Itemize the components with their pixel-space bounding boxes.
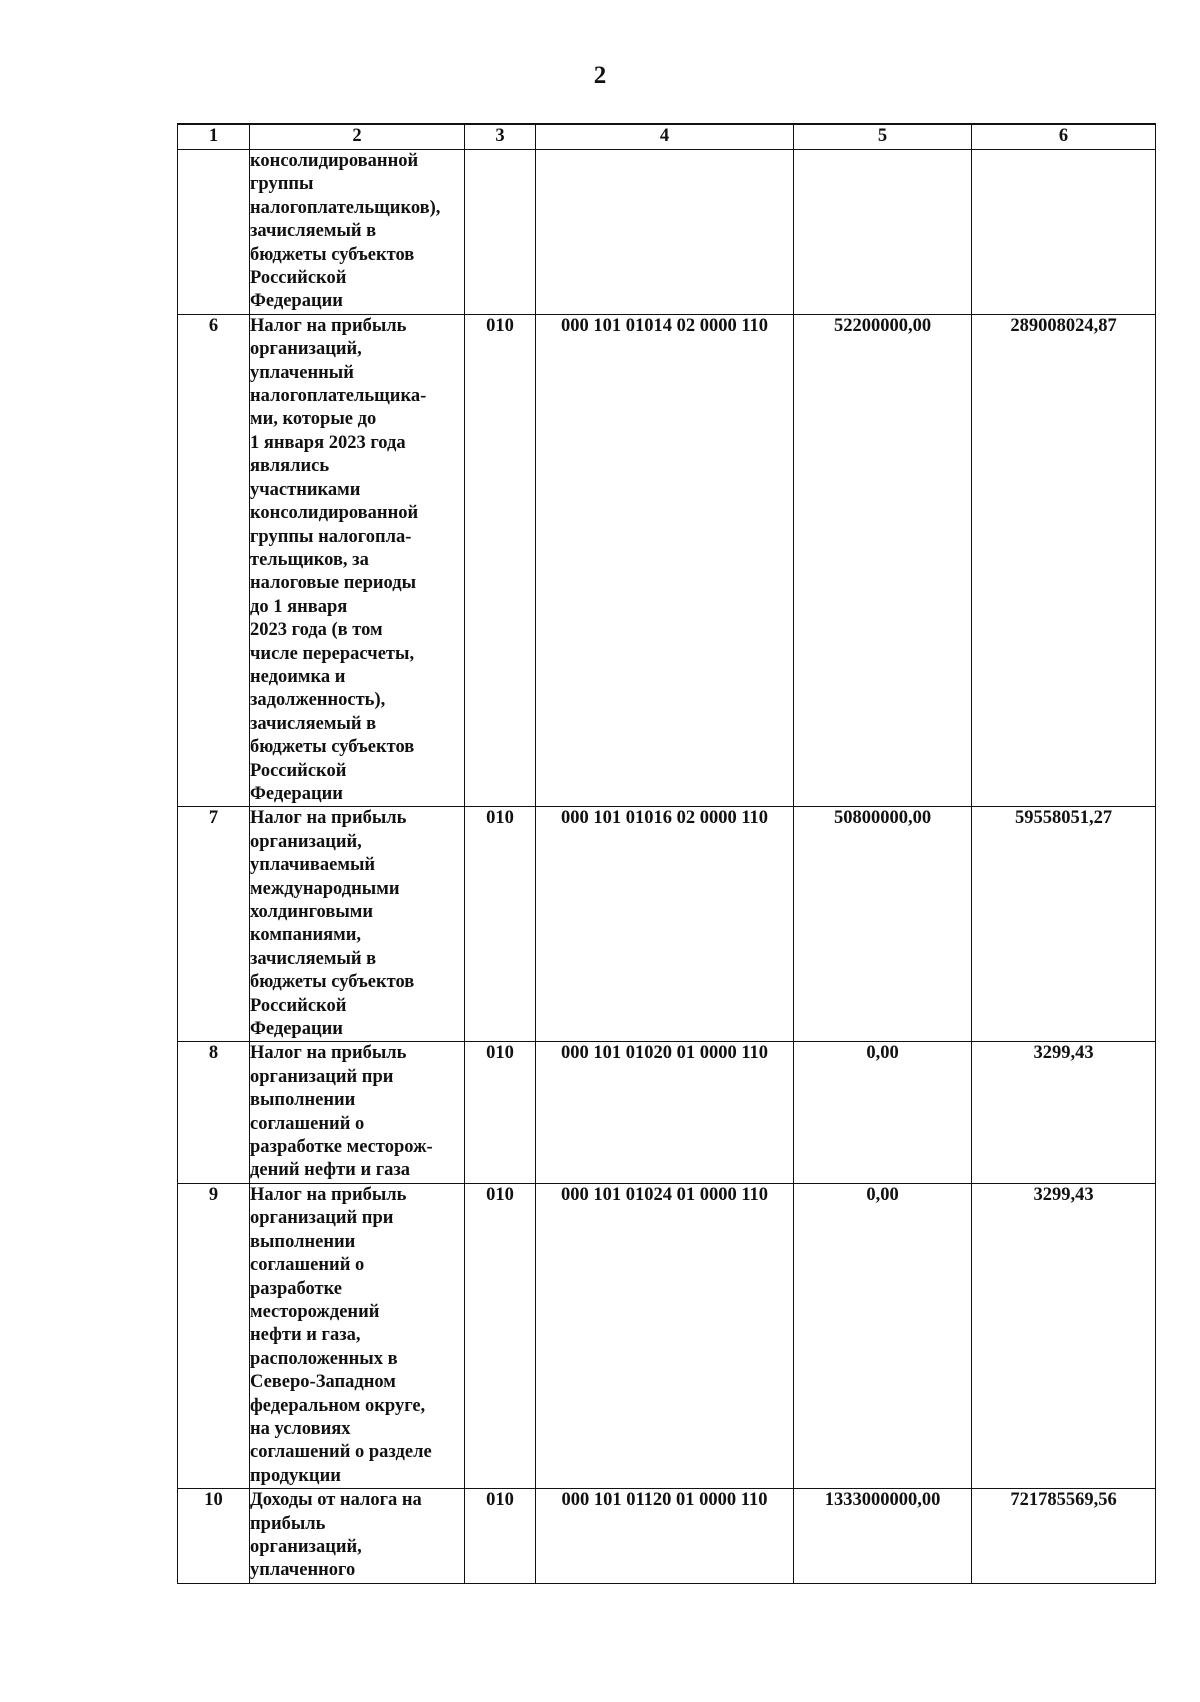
indicator-name-line: недоимка и xyxy=(250,666,346,687)
budget-classification-code-cell xyxy=(536,150,794,315)
table-body xyxy=(178,150,1156,1584)
admin-code-cell: 010 xyxy=(465,1183,536,1488)
indicator-name-cell xyxy=(250,1042,465,1183)
indicator-name-line: соглашений о xyxy=(250,1113,365,1134)
table-row xyxy=(178,314,1156,807)
indicator-name-line: соглашений о xyxy=(250,1255,365,1276)
indicator-name-line: налоговые периоды xyxy=(250,573,417,594)
indicator-name-line: 1 января 2023 года xyxy=(250,432,406,453)
executed-amount-cell: 59558051,27 xyxy=(972,807,1156,1042)
admin-code-cell: 010 xyxy=(465,807,536,1042)
executed-amount-cell: 289008024,87 xyxy=(972,314,1156,807)
admin-code-cell: 010 xyxy=(465,314,536,807)
approved-amount-cell: 52200000,00 xyxy=(794,314,972,807)
column-number-row xyxy=(178,124,1156,150)
indicator-name-line: федеральном округе, xyxy=(250,1395,426,1416)
row-number-cell: 9 xyxy=(178,1183,250,1488)
indicator-name-line: уплачиваемый xyxy=(250,855,376,876)
indicator-name-line: разработке xyxy=(250,1278,343,1299)
indicator-name-line: зачисляемый в xyxy=(250,713,377,734)
approved-amount-cell xyxy=(794,150,972,315)
budget-classification-code-cell: 000 101 01120 01 0000 110 xyxy=(536,1489,794,1584)
row-number-cell xyxy=(178,150,250,315)
executed-amount-cell: 721785569,56 xyxy=(972,1489,1156,1584)
indicator-name-line: Налог на прибыль xyxy=(250,808,407,829)
indicator-name-line: Российской xyxy=(250,268,347,289)
indicator-name-line: продукции xyxy=(250,1465,341,1486)
budget-classification-code-cell: 000 101 01014 02 0000 110 xyxy=(536,314,794,807)
indicator-name-line: Федерации xyxy=(250,1019,343,1040)
indicator-name-line: организаций, xyxy=(250,339,362,360)
column-header-1: 1 xyxy=(178,124,250,150)
table-row xyxy=(178,150,1156,315)
column-header-2: 2 xyxy=(250,124,465,150)
indicator-name-line: числе перерасчеты, xyxy=(250,643,415,664)
column-header-5: 5 xyxy=(794,124,972,150)
indicator-name-cell xyxy=(250,150,465,315)
indicator-name-line: прибыль xyxy=(250,1513,326,1534)
approved-amount-cell: 50800000,00 xyxy=(794,807,972,1042)
indicator-name-line: задолженность), xyxy=(250,690,386,711)
row-number-cell: 8 xyxy=(178,1042,250,1183)
indicator-name-line: организаций при xyxy=(250,1208,394,1229)
indicator-name-line: консолидированной xyxy=(250,503,419,524)
column-header-6: 6 xyxy=(972,124,1156,150)
indicator-name-line: уплаченного xyxy=(250,1560,356,1581)
indicator-name-line: на условиях xyxy=(250,1418,351,1439)
indicator-name-cell xyxy=(250,1183,465,1488)
indicator-name-line: бюджеты субъектов xyxy=(250,972,415,993)
indicator-name-line: организаций, xyxy=(250,831,362,852)
indicator-name-line: группы xyxy=(250,174,314,195)
row-number-cell: 7 xyxy=(178,807,250,1042)
table-row xyxy=(178,1183,1156,1488)
indicator-name-line: нефти и газа, xyxy=(250,1325,361,1346)
indicator-name-line: 2023 года (в том xyxy=(250,620,383,641)
budget-classification-code-cell: 000 101 01020 01 0000 110 xyxy=(536,1042,794,1183)
indicator-name-line: налогоплательщиков), xyxy=(250,197,441,218)
indicator-name-line: дений нефти и газа xyxy=(250,1160,411,1181)
approved-amount-cell: 0,00 xyxy=(794,1042,972,1183)
indicator-name-line: до 1 января xyxy=(250,596,348,617)
indicator-name-line: ми, которые до xyxy=(250,409,377,430)
indicator-name-line: консолидированной xyxy=(250,151,419,171)
indicator-name-line: уплаченный xyxy=(250,362,354,383)
indicator-name-line: выполнении xyxy=(250,1231,356,1252)
indicator-name-line: Федерации xyxy=(250,291,343,312)
indicator-name-cell xyxy=(250,314,465,807)
executed-amount-cell: 3299,43 xyxy=(972,1042,1156,1183)
indicator-name-line: являлись xyxy=(250,456,330,477)
column-header-4: 4 xyxy=(536,124,794,150)
executed-amount-cell xyxy=(972,150,1156,315)
indicator-name-line: Федерации xyxy=(250,783,343,804)
admin-code-cell: 010 xyxy=(465,1042,536,1183)
indicator-name-line: Российской xyxy=(250,760,347,781)
executed-amount-cell: 3299,43 xyxy=(972,1183,1156,1488)
indicator-name-line: соглашений о разделе xyxy=(250,1442,432,1463)
indicator-name-line: бюджеты субъектов xyxy=(250,737,415,758)
indicator-name-line: зачисляемый в xyxy=(250,948,377,969)
indicator-name-line: организаций, xyxy=(250,1536,362,1557)
page-number: 2 xyxy=(593,62,607,89)
approved-amount-cell: 1333000000,00 xyxy=(794,1489,972,1584)
indicator-name-line: Северо-Западном xyxy=(250,1372,396,1393)
indicator-name-line: холдинговыми xyxy=(250,902,374,922)
admin-code-cell: 010 xyxy=(465,1489,536,1584)
indicator-name-line: расположенных в xyxy=(250,1348,398,1369)
indicator-name-line: налогоплательщика- xyxy=(250,386,427,407)
row-number-cell: 10 xyxy=(178,1489,250,1584)
indicator-name-line: Доходы от налога на xyxy=(250,1490,422,1511)
indicator-name-line: месторождений xyxy=(250,1301,380,1322)
table-row xyxy=(178,1489,1156,1584)
indicator-name-line: выполнении xyxy=(250,1090,356,1111)
indicator-name-cell xyxy=(250,1489,465,1584)
budget-classification-code-cell: 000 101 01016 02 0000 110 xyxy=(536,807,794,1042)
budget-classification-code-cell: 000 101 01024 01 0000 110 xyxy=(536,1183,794,1488)
indicator-name-line: Российской xyxy=(250,995,347,1016)
approved-amount-cell: 0,00 xyxy=(794,1183,972,1488)
indicator-name-line: разработке месторож- xyxy=(250,1137,433,1158)
indicator-name-line: международными xyxy=(250,878,400,899)
table-row xyxy=(178,807,1156,1042)
indicator-name-line: Налог на прибыль xyxy=(250,1184,407,1205)
indicator-name-line: бюджеты субъектов xyxy=(250,244,415,265)
indicator-name-line: тельщиков, за xyxy=(250,549,369,570)
indicator-name-line: участниками xyxy=(250,479,361,500)
indicator-name-line: группы налогопла- xyxy=(250,526,412,547)
revenue-table xyxy=(177,123,1156,1584)
admin-code-cell xyxy=(465,150,536,315)
indicator-name-line: организаций при xyxy=(250,1066,394,1087)
column-header-3: 3 xyxy=(465,124,536,150)
indicator-name-cell xyxy=(250,807,465,1042)
indicator-name-line: Налог на прибыль xyxy=(250,315,407,336)
indicator-name-line: Налог на прибыль xyxy=(250,1043,407,1064)
indicator-name-line: зачисляемый в xyxy=(250,221,377,242)
row-number-cell: 6 xyxy=(178,314,250,807)
indicator-name-line: компаниями, xyxy=(250,925,362,946)
table-row xyxy=(178,1042,1156,1183)
